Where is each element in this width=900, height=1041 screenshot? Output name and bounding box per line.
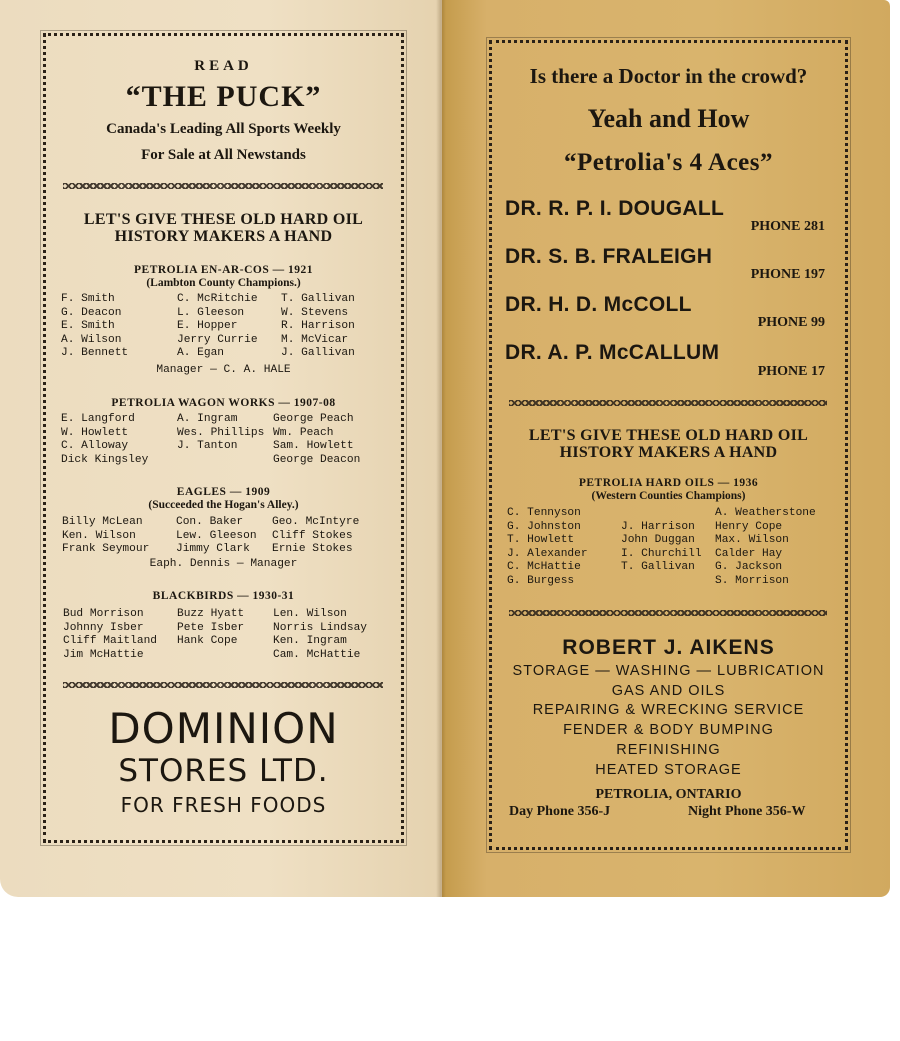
team-title: PETROLIA WAGON WORKS — 1907-08 bbox=[111, 397, 336, 409]
aikens-ad-name: ROBERT J. AIKENS bbox=[562, 636, 775, 659]
player: T. Gallivan bbox=[281, 293, 355, 305]
team-subtitle: (Western Counties Champions) bbox=[591, 490, 746, 502]
divider bbox=[509, 400, 827, 406]
player: J. Tanton bbox=[177, 440, 238, 452]
player: A. Ingram bbox=[177, 413, 238, 425]
service-line: FENDER & BODY BUMPING bbox=[563, 722, 774, 739]
puck-ad-availability: For Sale at All Newstands bbox=[141, 147, 306, 163]
player: Buzz Hyatt bbox=[177, 608, 245, 620]
service-line: STORAGE — WASHING — LUBRICATION bbox=[512, 663, 825, 679]
aikens-ad-night-phone: Night Phone 356-W bbox=[688, 804, 806, 819]
divider bbox=[63, 183, 383, 189]
player: Norris Lindsay bbox=[273, 621, 367, 634]
player: C. Alloway bbox=[61, 440, 129, 452]
team-roster bbox=[63, 608, 383, 662]
player: G. Jackson bbox=[715, 561, 783, 573]
player: Henry Cope bbox=[715, 520, 783, 533]
player: E. Langford bbox=[61, 413, 135, 425]
player: J. Alexander bbox=[507, 547, 588, 560]
aikens-ad-town: PETROLIA, ONTARIO bbox=[595, 787, 742, 802]
doctor-phone: PHONE 281 bbox=[750, 219, 825, 234]
player: S. Morrison bbox=[715, 574, 789, 587]
player: George Deacon bbox=[273, 453, 361, 466]
player: C. Tennyson bbox=[507, 507, 581, 519]
player: I. Churchill bbox=[621, 547, 702, 560]
player: G. Deacon bbox=[61, 306, 122, 319]
right-headline-line-1: LET'S GIVE THESE OLD HARD OIL bbox=[528, 427, 809, 444]
player: Jimmy Clark bbox=[176, 543, 250, 555]
dominion-ad-line-3: FOR FRESH FOODS bbox=[120, 793, 327, 817]
player: G. Burgess bbox=[507, 574, 575, 587]
player: John Duggan bbox=[621, 534, 695, 546]
player: Sam. Howlett bbox=[273, 440, 354, 452]
player: Ken. Wilson bbox=[62, 529, 136, 542]
player: J. Harrison bbox=[621, 520, 695, 533]
divider bbox=[63, 682, 383, 688]
player: A. Egan bbox=[177, 347, 224, 359]
player: Ken. Ingram bbox=[273, 635, 347, 647]
player: Jerry Currie bbox=[177, 333, 258, 346]
player: M. McVicar bbox=[281, 333, 349, 346]
player: J. Bennett bbox=[61, 347, 129, 359]
player: Calder Hay bbox=[715, 547, 783, 560]
player: L. Gleeson bbox=[177, 306, 245, 319]
player: E. Smith bbox=[61, 320, 115, 332]
doctors-ad-title: “Petrolia's 4 Aces” bbox=[564, 149, 773, 176]
team-roster bbox=[62, 516, 382, 557]
team-title: BLACKBIRDS — 1930-31 bbox=[152, 590, 295, 602]
team-manager: Eaph. Dennis — Manager bbox=[149, 558, 298, 570]
player: Dick Kingsley bbox=[61, 453, 149, 466]
player: Cliff Maitland bbox=[63, 635, 157, 647]
doctors-ad-question: Is there a Doctor in the crowd? bbox=[529, 64, 808, 88]
doctors-ad-answer: Yeah and How bbox=[587, 104, 750, 133]
player: Ernie Stokes bbox=[272, 543, 353, 555]
right-headline-line-2: HISTORY MAKERS A HAND bbox=[559, 444, 778, 461]
player: E. Hopper bbox=[177, 320, 238, 332]
team-roster bbox=[61, 293, 381, 361]
player: A. Wilson bbox=[61, 333, 122, 346]
left-headline bbox=[43, 211, 404, 245]
player: George Peach bbox=[273, 413, 354, 425]
player: Con. Baker bbox=[176, 516, 244, 528]
player: C. McHattie bbox=[507, 561, 581, 573]
doctor-name: DR. H. D. McCOLL bbox=[505, 293, 692, 316]
player bbox=[177, 649, 265, 663]
left-headline-line-1: LET'S GIVE THESE OLD HARD OIL bbox=[83, 211, 364, 228]
player: Billy McLean bbox=[62, 516, 143, 528]
doctor-name: DR. R. P. I. DOUGALL bbox=[505, 197, 725, 220]
aikens-ad-day-phone: Day Phone 356-J bbox=[509, 804, 611, 819]
player: W. Howlett bbox=[61, 426, 129, 439]
player: F. Smith bbox=[61, 293, 115, 305]
team-subtitle: (Lambton County Champions.) bbox=[146, 277, 301, 289]
player: Geo. McIntyre bbox=[272, 516, 360, 528]
service-line: GAS AND OILS bbox=[611, 682, 726, 699]
service-line: REPAIRING & WRECKING SERVICE bbox=[532, 702, 805, 719]
player: Jim McHattie bbox=[63, 648, 144, 661]
player: W. Stevens bbox=[281, 306, 349, 319]
team-subtitle: (Succeeded the Hogan's Alley.) bbox=[148, 499, 299, 511]
team-title: EAGLES — 1909 bbox=[176, 486, 271, 498]
player: Max. Wilson bbox=[715, 534, 789, 546]
team-title: PETROLIA HARD OILS — 1936 bbox=[578, 477, 759, 489]
right-headline bbox=[489, 427, 848, 461]
left-headline-line-2: HISTORY MAKERS A HAND bbox=[114, 228, 333, 245]
player: Wm. Peach bbox=[273, 426, 334, 439]
doctor-phone: PHONE 197 bbox=[750, 267, 825, 282]
doctor-phone: PHONE 17 bbox=[757, 364, 825, 379]
player bbox=[177, 454, 265, 468]
puck-ad-tagline: Canada's Leading All Sports Weekly bbox=[106, 121, 341, 137]
player: Johnny Isber bbox=[63, 621, 144, 634]
player: C. McRitchie bbox=[177, 293, 258, 305]
book-spine bbox=[436, 0, 446, 897]
player bbox=[621, 507, 707, 521]
player: Len. Wilson bbox=[273, 608, 347, 620]
service-line: HEATED STORAGE bbox=[595, 761, 742, 778]
dominion-ad-name: DOMINION bbox=[108, 704, 339, 753]
puck-ad-title: “THE PUCK” bbox=[125, 80, 322, 113]
player: Bud Morrison bbox=[63, 608, 144, 620]
player: Hank Cope bbox=[177, 635, 238, 647]
doctor-phone: PHONE 99 bbox=[757, 315, 825, 330]
player: R. Harrison bbox=[281, 320, 355, 332]
dominion-ad-line-2: STORES LTD. bbox=[118, 753, 329, 789]
player: Cam. McHattie bbox=[273, 648, 361, 661]
service-line: REFINISHING bbox=[616, 741, 721, 758]
player: Wes. Phillips bbox=[177, 426, 265, 439]
team-roster bbox=[61, 413, 383, 467]
player: Lew. Gleeson bbox=[176, 529, 257, 542]
player: T. Gallivan bbox=[621, 561, 695, 573]
player: A. Weatherstone bbox=[715, 507, 816, 519]
team-title: PETROLIA EN-AR-COS — 1921 bbox=[134, 264, 313, 276]
player: T. Howlett bbox=[507, 534, 575, 546]
team-manager: Manager — C. A. HALE bbox=[156, 364, 291, 376]
doctor-name: DR. A. P. McCALLUM bbox=[505, 341, 720, 364]
player: G. Johnston bbox=[507, 520, 581, 533]
divider bbox=[509, 610, 827, 616]
doctor-name: DR. S. B. FRALEIGH bbox=[505, 245, 713, 268]
puck-ad-read: READ bbox=[194, 58, 253, 74]
player: Pete Isber bbox=[177, 621, 245, 634]
team-roster bbox=[507, 507, 835, 588]
player: J. Gallivan bbox=[281, 347, 355, 359]
aikens-ad-services bbox=[489, 662, 848, 780]
player: Frank Seymour bbox=[62, 543, 150, 555]
player bbox=[621, 575, 707, 589]
player: Cliff Stokes bbox=[272, 529, 353, 542]
